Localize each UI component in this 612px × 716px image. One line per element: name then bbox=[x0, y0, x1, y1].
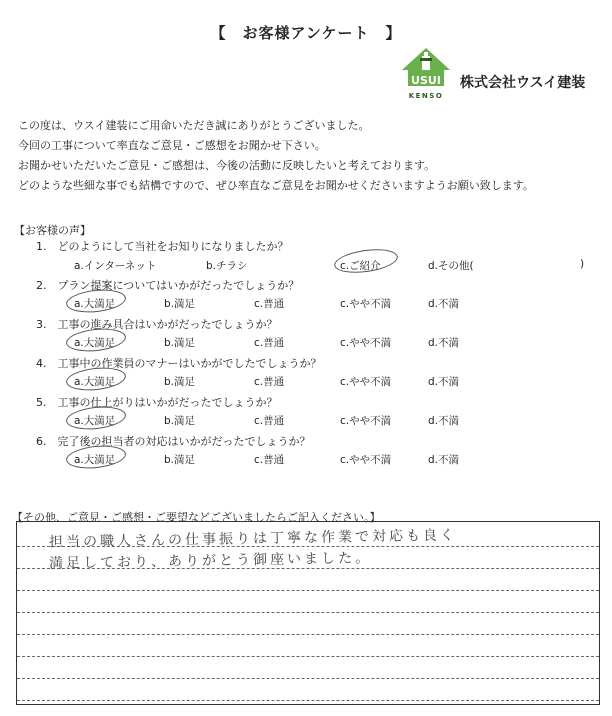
q4-option-c[interactable]: c.普通 bbox=[254, 376, 285, 388]
q5-option-c[interactable]: c.普通 bbox=[254, 415, 285, 427]
q5-option-b[interactable]: b.満足 bbox=[164, 415, 196, 427]
section-heading: 【お客様の声】 bbox=[14, 224, 91, 237]
house-icon bbox=[400, 44, 452, 104]
page-title: 【 お客様アンケート 】 bbox=[210, 24, 402, 42]
q2-option-b[interactable]: b.満足 bbox=[164, 298, 196, 310]
question-5: 5. 工事の仕上がりはいかがだったでしょうか？ bbox=[36, 396, 278, 409]
q2-option-a[interactable]: a.大満足 bbox=[74, 298, 116, 310]
q5-option-a[interactable]: a.大満足 bbox=[74, 415, 116, 427]
q4-option-a[interactable]: a.大満足 bbox=[74, 376, 116, 388]
q1-option-a[interactable]: a.インターネット bbox=[74, 260, 157, 272]
q5-option-d[interactable]: d.不満 bbox=[428, 415, 460, 427]
q5-option-c2[interactable]: c.やや不満 bbox=[340, 415, 392, 427]
question-4: 4. 工事中の作業員のマナーはいかがでしたでしょうか？ bbox=[36, 357, 322, 370]
q3-option-b[interactable]: b.満足 bbox=[164, 337, 196, 349]
logo-subtext: KENSO bbox=[408, 92, 444, 100]
handwritten-line-2: 満足しており、ありがとう御座いました。 bbox=[48, 550, 373, 572]
ruled-line bbox=[17, 656, 599, 657]
q2-option-d[interactable]: d.不満 bbox=[428, 298, 460, 310]
q3-option-c[interactable]: c.普通 bbox=[254, 337, 285, 349]
selected-circle-mark bbox=[333, 246, 399, 277]
question-1: 1. どのようにして当社をお知りになりましたか？ bbox=[36, 240, 289, 253]
comments-heading: 【その他、ご意見・ご感想・ご要望などございましたらご記入ください。】 bbox=[12, 511, 381, 524]
q3-option-d[interactable]: d.不満 bbox=[428, 337, 460, 349]
ruled-line bbox=[17, 590, 599, 591]
q3-option-c2[interactable]: c.やや不満 bbox=[340, 337, 392, 349]
company-logo bbox=[400, 44, 452, 104]
q3-option-a[interactable]: a.大満足 bbox=[74, 337, 116, 349]
q1-option-c[interactable]: c.ご紹介 bbox=[340, 260, 381, 272]
ruled-line bbox=[17, 678, 599, 679]
ruled-line bbox=[17, 700, 599, 701]
q1-option-d-close: ) bbox=[580, 258, 585, 270]
question-6: 6. 完了後の担当者の対応はいかがだったでしょうか？ bbox=[36, 435, 311, 448]
q4-option-c2[interactable]: c.やや不満 bbox=[340, 376, 392, 388]
q4-option-b[interactable]: b.満足 bbox=[164, 376, 196, 388]
q1-option-d[interactable]: d.その他( bbox=[428, 260, 474, 272]
q6-option-b[interactable]: b.満足 bbox=[164, 454, 196, 466]
q6-option-d[interactable]: d.不満 bbox=[428, 454, 460, 466]
ruled-line bbox=[17, 634, 599, 635]
intro-line: この度は、ウスイ建装にご用命いただき誠にありがとうございました。 bbox=[18, 119, 370, 132]
q6-option-c[interactable]: c.普通 bbox=[254, 454, 285, 466]
q6-option-a[interactable]: a.大満足 bbox=[74, 454, 116, 466]
ruled-line bbox=[17, 612, 599, 613]
intro-line: どのような些細な事でも結構ですので、ぜひ率直なご意見をお聞かせくださいますようお願い致します。 bbox=[18, 179, 534, 192]
question-3: 3. 工事の進み具合はいかがだったでしょうか？ bbox=[36, 318, 278, 331]
company-name: 株式会社ウスイ建装 bbox=[460, 75, 586, 91]
intro-line: お聞かせいただいたご意見・ご感想は、今後の活動に反映したいと考えております。 bbox=[18, 159, 436, 172]
q1-option-b[interactable]: b.チラシ bbox=[206, 260, 248, 272]
question-2: 2. プラン提案についてはいかがだったでしょうか？ bbox=[36, 279, 300, 292]
q2-option-c[interactable]: c.普通 bbox=[254, 298, 285, 310]
q2-option-c2[interactable]: c.やや不満 bbox=[340, 298, 392, 310]
q4-option-d[interactable]: d.不満 bbox=[428, 376, 460, 388]
intro-line: 今回の工事について率直なご意見・ご感想をお聞かせ下さい。 bbox=[18, 139, 326, 152]
logo-text: USUI bbox=[411, 74, 441, 87]
comments-box[interactable] bbox=[16, 521, 600, 705]
q6-option-c2[interactable]: c.やや不満 bbox=[340, 454, 392, 466]
handwritten-line-1: 担当の職人さんの仕事振りは丁寧な作業で対応も良く bbox=[48, 527, 458, 551]
